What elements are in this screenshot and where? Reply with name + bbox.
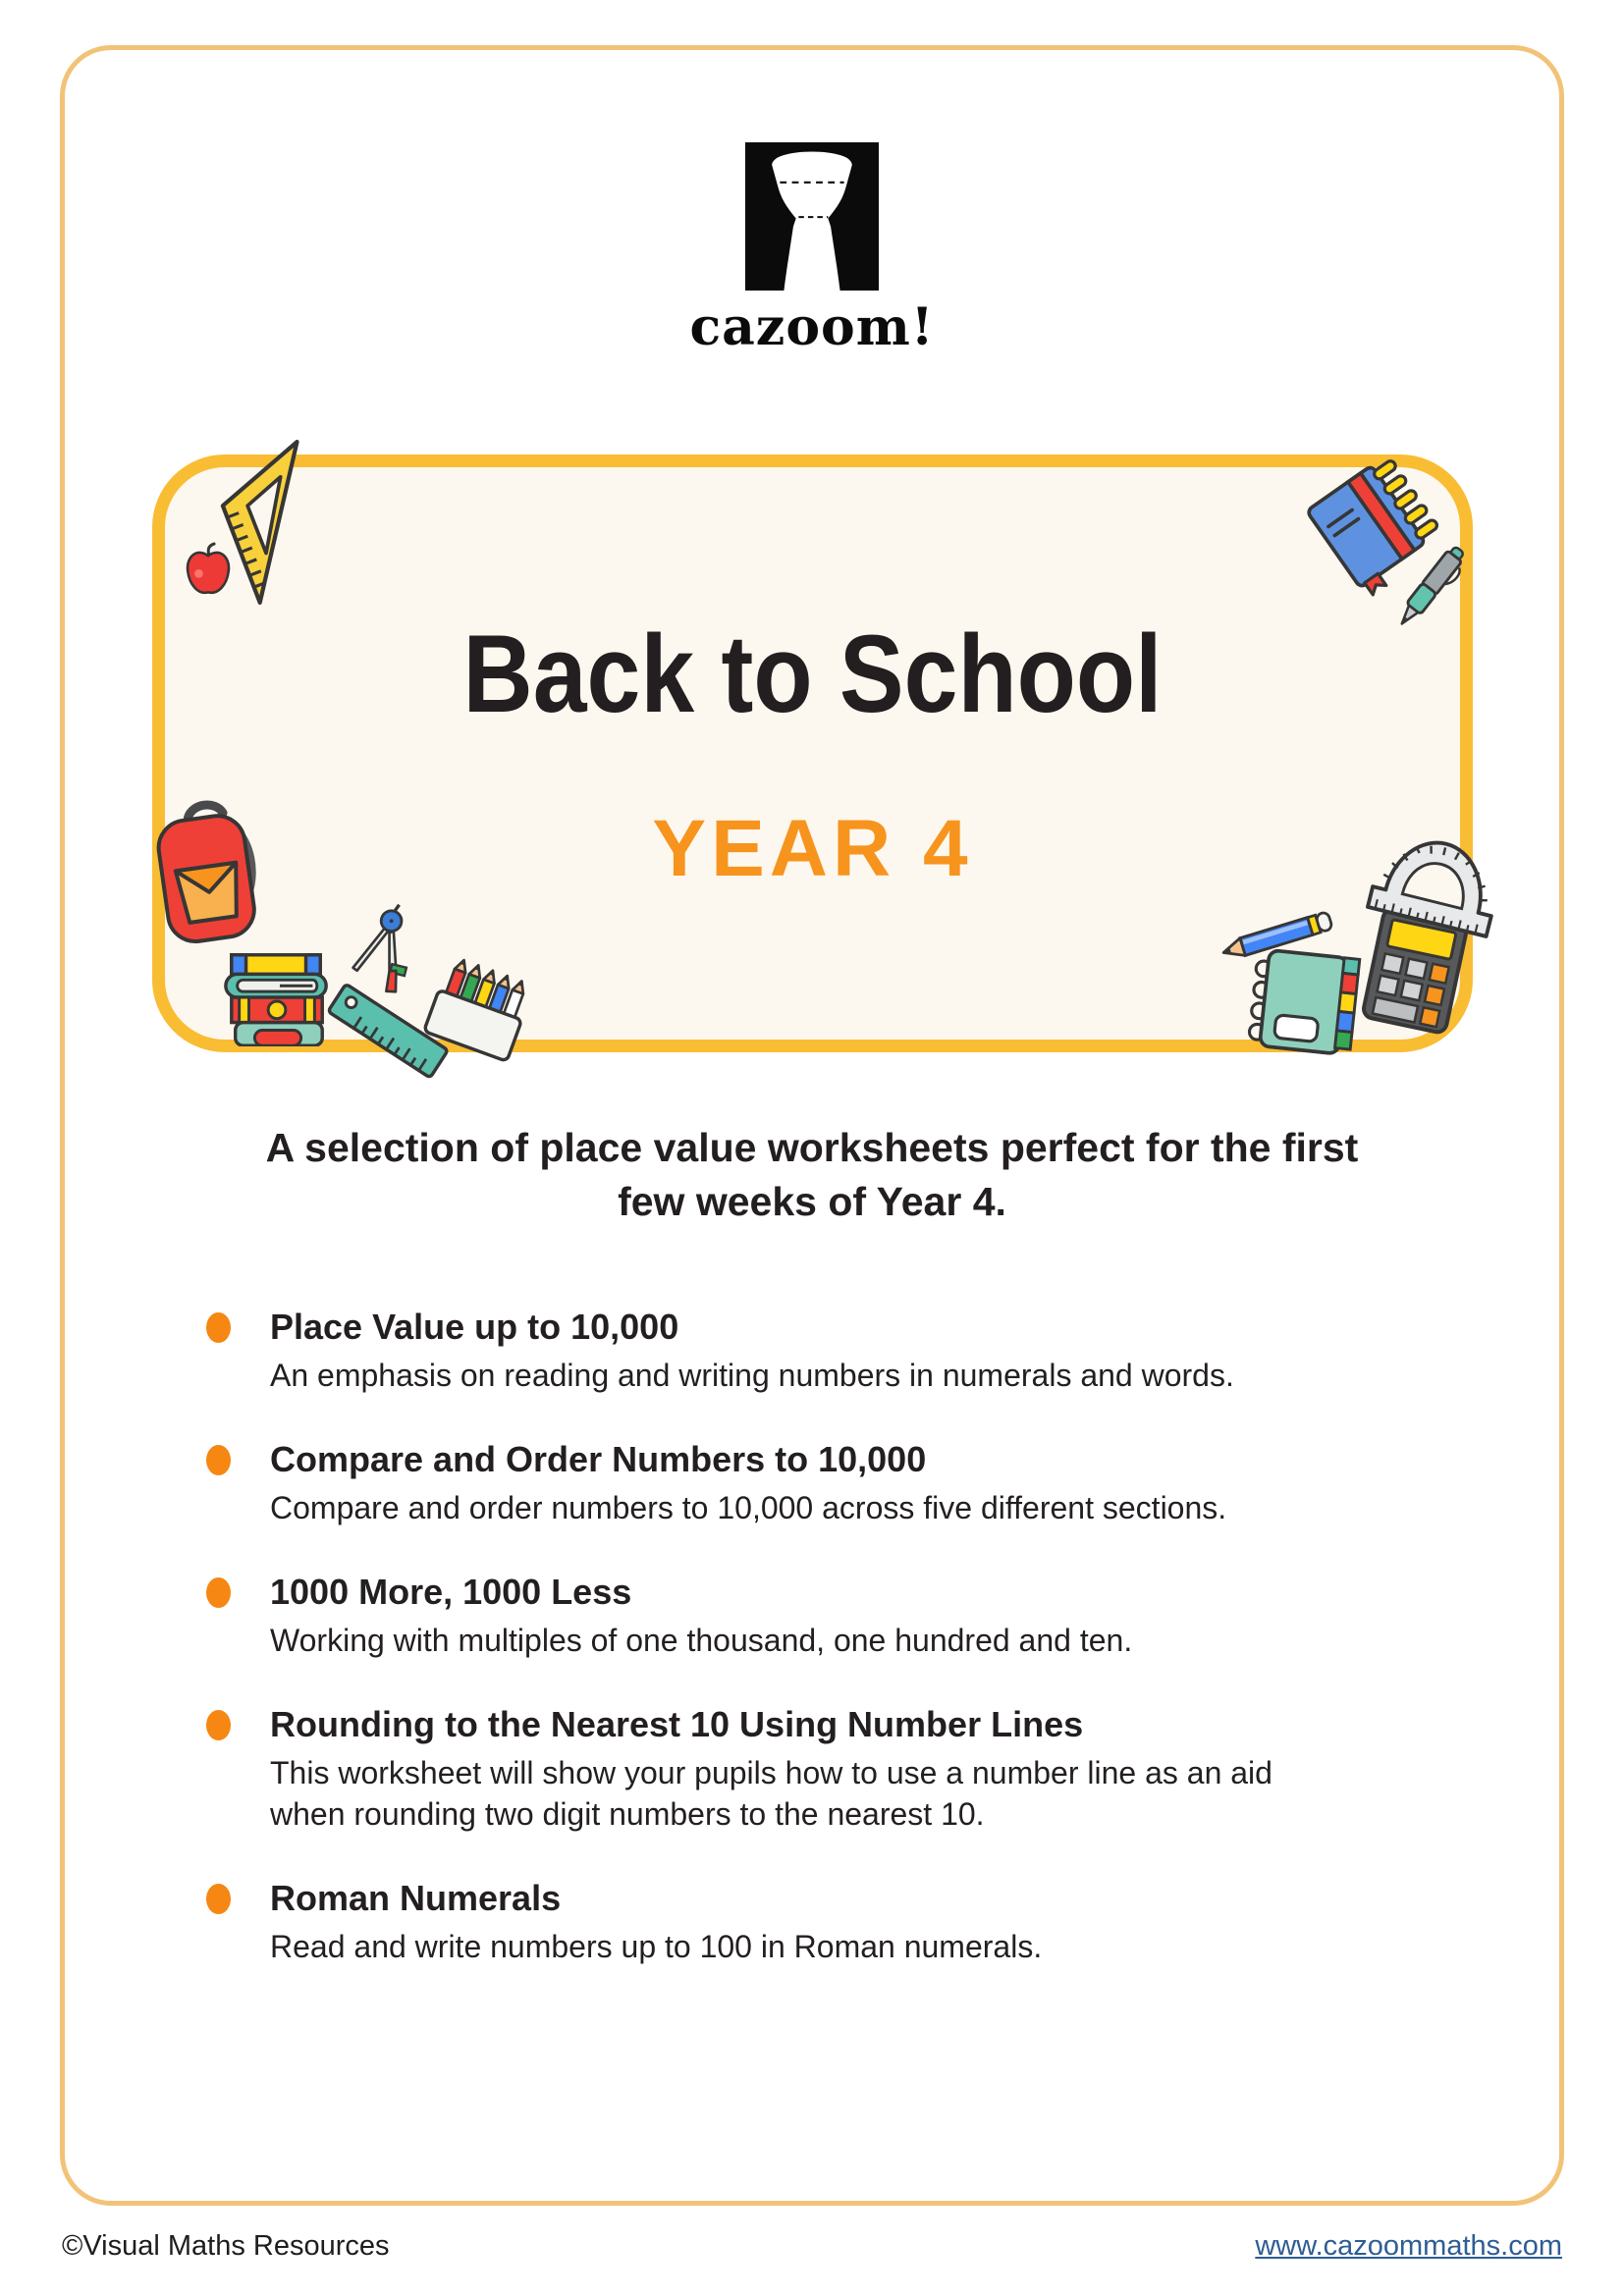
topic-description: Read and write numbers up to 100 in Roman numerals. [270,1929,1043,1964]
bullet-icon [206,1445,231,1475]
list-item [206,1573,1473,1661]
back-to-school-banner [152,454,1473,1052]
list-item [206,1705,1473,1835]
books-stack-icon [220,952,336,1046]
website-link[interactable]: www.cazoommaths.com [1255,2230,1562,2262]
list-item [206,1308,1473,1396]
apple-icon [183,542,234,597]
page-title: Back to School [462,613,1163,735]
topic-description: Compare and order numbers to 10,000 across five different sections. [270,1490,1227,1525]
topic-description: This worksheet will show your pupils how to use a number line as an aid when rounding two digit numbers to the nearest 10. [270,1755,1272,1832]
year-subtitle: YEAR 4 [652,804,973,893]
topic-list [206,1308,1473,2011]
drum-logo-icon [745,142,879,291]
topic-title: 1000 More, 1000 Less [270,1572,632,1612]
bullet-icon [206,1577,231,1608]
list-item [206,1879,1473,1967]
bullet-icon [206,1884,231,1914]
topic-title: Place Value up to 10,000 [270,1307,679,1347]
topic-title: Rounding to the Nearest 10 Using Number Lines [270,1704,1084,1744]
topic-description: Working with multiples of one thousand, one hundred and ten. [270,1623,1133,1658]
cazoom-logo [0,142,1624,357]
bullet-icon [206,1312,231,1343]
spiral-notebook-icon [1246,944,1366,1057]
list-item [206,1440,1473,1528]
copyright-text: ©Visual Maths Resources [62,2230,390,2262]
topic-title: Roman Numerals [270,1878,562,1918]
cazoom-wordmark: cazoom! [689,296,935,357]
topic-description: An emphasis on reading and writing numbers in numerals and words. [270,1358,1234,1393]
bullet-icon [206,1710,231,1740]
intro-text: A selection of place value worksheets perfect for the first few weeks of Year 4. [265,1125,1359,1224]
topic-title: Compare and Order Numbers to 10,000 [270,1439,927,1479]
